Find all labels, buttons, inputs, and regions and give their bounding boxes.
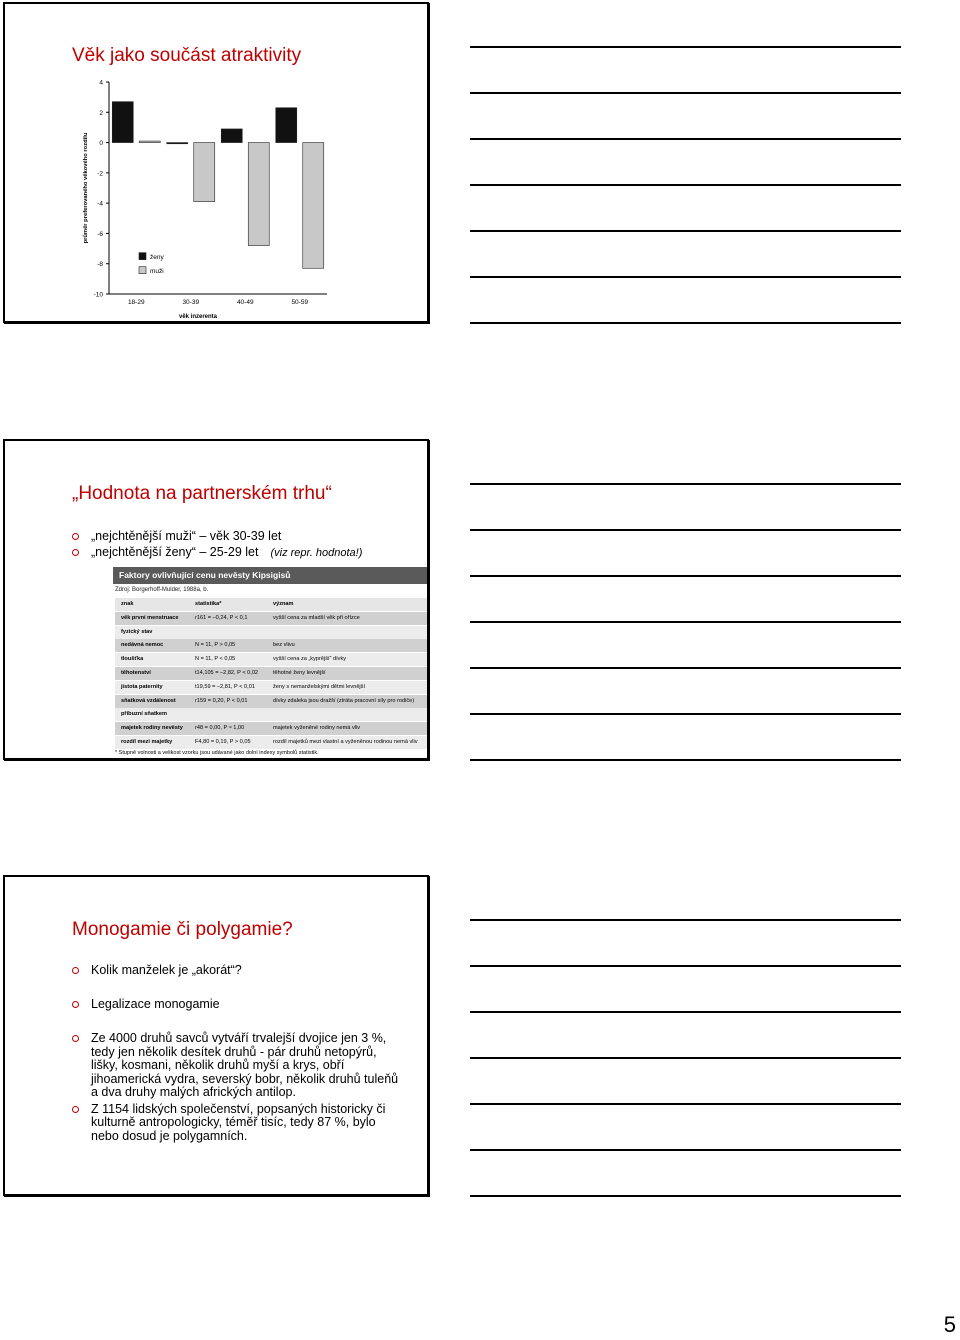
table-title: Faktory ovlivňující cenu nevěsty Kipsigisů [113,567,429,584]
table-cell: F4,80 = 0,19, P > 0,05 [195,739,251,745]
bar-chart [65,74,335,323]
table-source: Zdroj: Borgerhoff-Mulder, 1988a, b. [115,587,209,593]
bar-muzi [194,143,215,202]
x-tick-label: 50-59 [291,299,309,306]
x-tick-label: 18-29 [127,299,145,306]
slide-3 [3,875,429,1196]
table-cell: fyzický stav [121,628,153,635]
bullet-text: Kolik manželek je „akorát“? [91,963,242,977]
table-cell: věk první menstruace [121,614,179,621]
table-row [115,736,429,749]
bullet-note: (viz repr. hodnota!) [270,546,363,559]
table-cell: rozdíl mezi majetky [121,739,173,745]
bullet-marker-icon [72,1035,79,1042]
bullet-list [71,530,362,560]
table-header-cell: statistika* [195,601,222,607]
table-cell: nedávná nemoc [121,642,164,649]
y-tick-label: -2 [97,170,103,178]
table-cell: těhotné ženy levnější [273,670,326,676]
table-cell: příbuzní sňatkem [121,711,168,718]
page-number: 5 [943,1312,956,1337]
table-cell: jistota paternity [121,683,163,690]
table-cell: vyšší cena za mladší věk při ořízce [273,614,360,621]
table-row [115,667,429,680]
bar-zeny [221,129,242,143]
slide-2 [3,439,429,760]
bar-muzi [139,141,160,143]
table-cell: N = 11, P > 0,05 [195,642,236,649]
slide-title: „Hodnota na partnerském trhu“ [72,483,332,504]
table-row [115,653,429,666]
y-tick-label: 2 [99,109,103,117]
legend-swatch [139,267,146,274]
table-cell: tloušťka [121,656,144,663]
table-cell: N = 11, P < 0,05 [195,656,236,663]
bar-zeny [276,108,297,143]
table-cell: rozdíl majetků mezi vlastní a vyženěnou rodinou nemá vliv [273,739,418,745]
slide-title: Věk jako součást atraktivity [72,45,302,66]
y-tick-label: -8 [97,261,103,269]
bullet-item [71,1103,401,1144]
bar-muzi [248,143,269,246]
table-row [115,612,429,625]
table-row [115,708,429,721]
bullet-text: Legalizace monogamie [91,996,220,1011]
bar-muzi [303,143,324,269]
bullet-item [71,546,362,561]
table-footnote: * Stupně volnosti a velikost vzorku jsou udávané jako dolní indexy symbolů statistik. [115,750,319,756]
slide-1 [3,2,429,323]
table-cell: majetek vyženěné rodiny nemá vliv [273,725,361,732]
table-row [115,695,429,708]
y-tick-label: 4 [99,79,103,87]
table-cell: těhotenství [121,670,151,676]
table-row [115,722,429,735]
table-header-cell: znak [121,601,134,607]
table-cell: r159 = 0,20, P < 0,01 [195,697,248,704]
bullet-item [71,998,401,1012]
table-row [115,681,429,694]
y-axis-label: průměr preferovaného věkového rozdílu [83,132,89,244]
legend-label: ženy [150,254,164,262]
slide-title: Monogamie či polygamie? [72,919,293,940]
bar-chart-svg [65,74,335,323]
bullet-marker-icon [72,549,79,556]
bullet-marker-icon [72,1106,79,1113]
table-cell: sňatková vzdálenost [121,697,176,704]
table-cell: vyšší cena za „kyprější“ dívky [273,656,347,663]
y-tick-label: -4 [97,200,103,208]
bullet-list [71,964,401,1143]
legend-label: muži [150,268,164,276]
bullet-item [71,1032,401,1100]
table-header-cell: význam [273,601,294,607]
bullet-marker-icon [72,533,79,540]
bar-zeny [112,102,133,143]
table-cell: dívky zdaleka jsou dražší (ztráta pracovní síly pro rodiče) [273,697,415,704]
table-header-row [115,598,429,611]
x-tick-label: 40-49 [236,299,254,306]
y-tick-label: 0 [99,140,103,148]
bullet-marker-icon [72,1001,79,1008]
x-axis-label: věk inzerenta [178,314,218,320]
table-cell: r48 = 0,00, P ≈ 1,00 [195,725,245,732]
bar-zeny [167,143,188,144]
bullet-item [71,530,362,544]
table-cell: t19,59 = –2,81, P < 0,01 [195,683,255,690]
legend-swatch [139,253,146,260]
y-tick-label: -6 [97,230,103,238]
bullet-item [71,964,401,978]
bullet-text: Ze 4000 druhů savců vytváří trvalejší dvojice jen 3 %, tedy jen několik desítek druhů - pár druhů netopýrů, lišky, kosmani, několik druhů myší a krys, obří jihoamerická vydra, severský bobr, několik druhů tuleňů a dva druhy malých afrických antilop. [91,1031,399,1099]
table-cell: r161 = –0,24, P < 0,1 [195,614,248,621]
bullet-text: „nejchtěnější muži“ – věk 30-39 let [91,529,282,543]
table-cell: majetek rodiny nevěsty [121,725,183,732]
x-tick-label: 30-39 [182,299,200,306]
table-cell: ženy s nemanželskými dětmi levnější [273,683,366,690]
y-tick-label: -10 [93,291,103,299]
bullet-text: „nejchtěnější ženy“ – 25-29 let [91,544,259,559]
bullet-marker-icon [72,967,79,974]
table-row [115,639,429,652]
table-cell: t14,105 = –2,82, P < 0,02 [195,670,259,676]
table-cell: bez vlivu [273,642,295,649]
table-row [115,626,429,639]
bullet-text: Z 1154 lidských společenství, popsaných historicky či kulturně antropologicky, téměř tisíc, tedy 87 %, bylo nebo dosud je polygamních. [91,1101,386,1143]
